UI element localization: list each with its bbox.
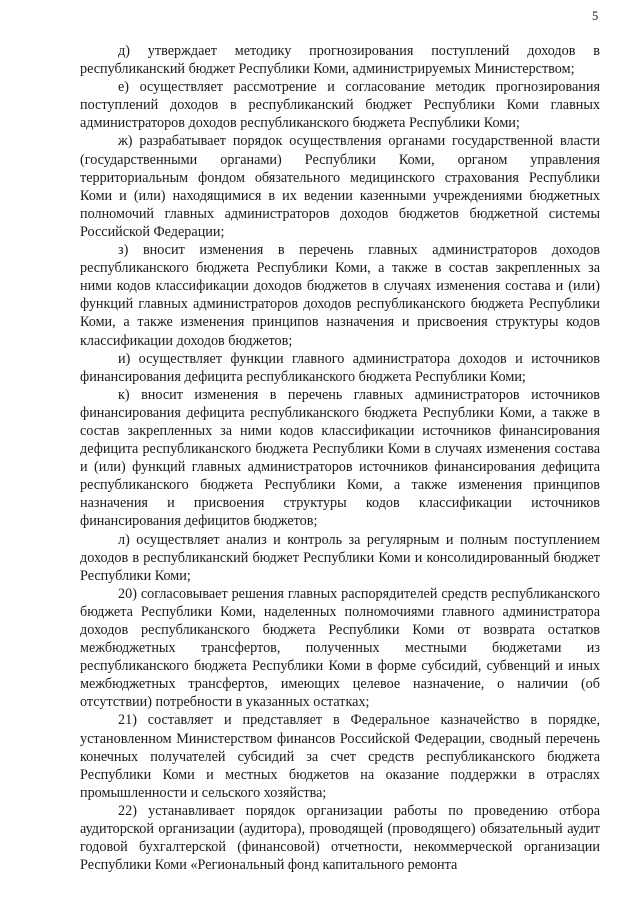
paragraph-22: 22) устанавливает порядок организации работы по проведению отбора аудиторской организации (аудитора), проводящей (проводящего) обязательный аудит годовой бухгалтерской (финансовой) отчетности, некоммерческой организации Республики Коми «Региональный фонд капитального ремонта	[80, 802, 600, 874]
paragraph-d: д) утверждает методику прогнозирования поступлений доходов в республиканский бюджет Республики Коми, администрируемых Министерством;	[80, 43, 600, 78]
paragraph-k: к) вносит изменения в перечень главных администраторов источников финансирования дефицита республиканского бюджета Республики Коми, а также в состав закрепленных за ними кодов классификации источников финансирования дефицита республиканского бюджета Республики Коми в случаях изменения состава и (или) функций главных администраторов источников финансирования дефицита республиканского бюджета Республики Коми, а также изменения принципов назначения и присвоения структуры кодов классификации источников финансирования дефицитов бюджетов;	[80, 386, 600, 530]
paragraph-l: л) осуществляет анализ и контроль за регулярным и полным поступлением доходов в республиканский бюджет Республики Коми и консолидированный бюджет Республики Коми;	[80, 531, 600, 584]
paragraph-20: 20) согласовывает решения главных распорядителей средств республиканского бюджета Республики Коми, наделенных полномочиями главного администратора доходов республиканского бюджета Республики Коми от возврата остатков межбюджетных трансфертов, полученных местными бюджетами из республиканского бюджета Республики Коми в форме субсидий, субвенций и иных межбюджетных трансфертов, имеющих целевое назначение, о наличии (об отсутствии) потребности в указанных остатках;	[80, 585, 600, 711]
paragraph-21: 21) составляет и представляет в Федеральное казначейство в порядке, установленном Министерством финансов Российской Федерации, сводный перечень конечных получателей субсидий за счет средств республиканского бюджета Республики Коми и местных бюджетов на оказание поддержки в отраслях промышленности и сельского хозяйства;	[80, 712, 600, 801]
paragraph-zh: ж) разрабатывает порядок осуществления органами государственной власти (государственными органами) Республики Коми, органом управления территориальным фондом обязательного медицинского страхования Республики Коми и (или) находящимися в их ведении казенными учреждениями бюджетных полномочий главных администраторов доходов бюджетов бюджетной системы Российской Федерации;	[80, 133, 600, 240]
document-body	[80, 42, 600, 874]
paragraph-z: з) вносит изменения в перечень главных администраторов доходов республиканского бюджета Республики Коми, а также в состав закрепленных за ними кодов классификации доходов бюджетов в случаях изменения состава и (или) функций главных администраторов доходов республиканского бюджета Республики Коми, а также изменения принципов назначения и присвоения структуры кодов классификации доходов бюджетов;	[80, 242, 600, 349]
paragraph-e: е) осуществляет рассмотрение и согласование методик прогнозирования поступлений доходов в республиканский бюджет Республики Коми главных администраторов доходов республиканского бюджета Республики Коми;	[80, 79, 600, 132]
paragraph-i: и) осуществляет функции главного администратора доходов и источников финансирования дефицита республиканского бюджета Республики Коми;	[80, 350, 600, 385]
page-number: 5	[592, 9, 599, 23]
